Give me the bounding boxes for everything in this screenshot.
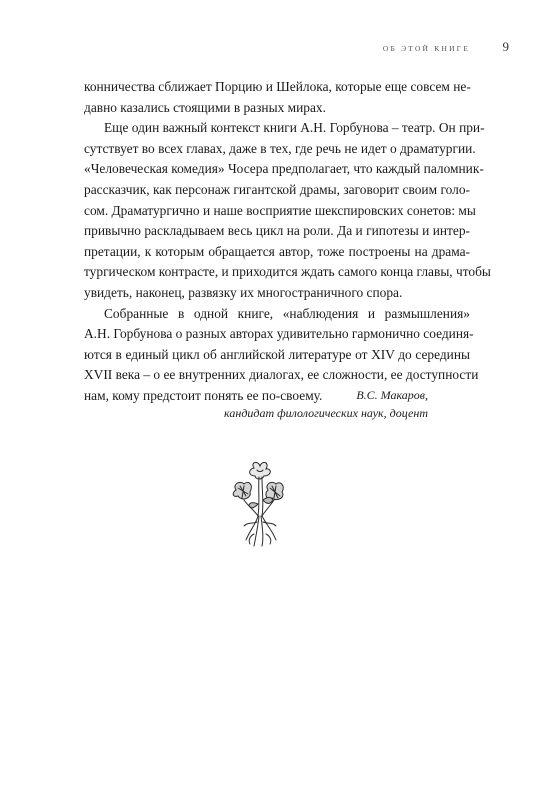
text-line: претации, к которым обращается автор, тоже построены на драма-: [84, 243, 470, 259]
signature-title: кандидат филологических наук, доцент: [224, 406, 428, 420]
text-line: тургическом контрасте, и приходится ждать самого конца главы, чтобы: [84, 264, 491, 280]
text-line: конничества сближает Порцию и Шейлока, которые еще совсем не-: [84, 79, 471, 94]
running-head: ОБ ЭТОЙ КНИГЕ: [382, 44, 470, 53]
page-number: 9: [502, 39, 509, 54]
signature-name: В.С. Макаров,: [356, 388, 428, 402]
text-line: сутствует во всех главах, даже в тех, где речь не идет о драматургии.: [84, 140, 476, 156]
flower-ornament-icon: [228, 460, 292, 550]
text-line: XVII века – о ее внутренних диалогах, ее сложности, ее доступности: [84, 367, 479, 383]
paragraph-1: [84, 77, 470, 118]
text-line: «Человеческая комедия» Чосера предполагает, что каждый паломник-: [84, 161, 484, 177]
body-text: [84, 77, 491, 407]
text-line: Еще один важный контекст книги А.Н. Горбунова – театр. Он при-: [104, 120, 485, 136]
text-line: ются в единый цикл об английской литературе от XIV до середины: [84, 346, 470, 362]
text-line: нам, кому предстоит понять ее по-своему.: [84, 387, 323, 403]
text-line: увидеть, наконец, развязку их многостраничного спора.: [84, 284, 403, 300]
text-line: А.Н. Горбунова о разных авторах удивительно гармонично соединя-: [84, 326, 474, 342]
paragraph-2: [84, 118, 491, 303]
text-line: рассказчик, как персонаж гигантской драмы, заговорит своим голо-: [84, 181, 470, 197]
signature: [224, 386, 428, 422]
text-line: сом. Драматургично и наше восприятие шекспировских сонетов: мы: [84, 202, 476, 218]
text-line: привычно раскладываем весь цикл на роли. Да и гипотезы и интер-: [84, 223, 470, 239]
text-line: Собранные в одной книге, «наблюдения и размышления»: [104, 305, 470, 321]
text-line: давно казались стоящими в разных мирах.: [84, 99, 326, 115]
